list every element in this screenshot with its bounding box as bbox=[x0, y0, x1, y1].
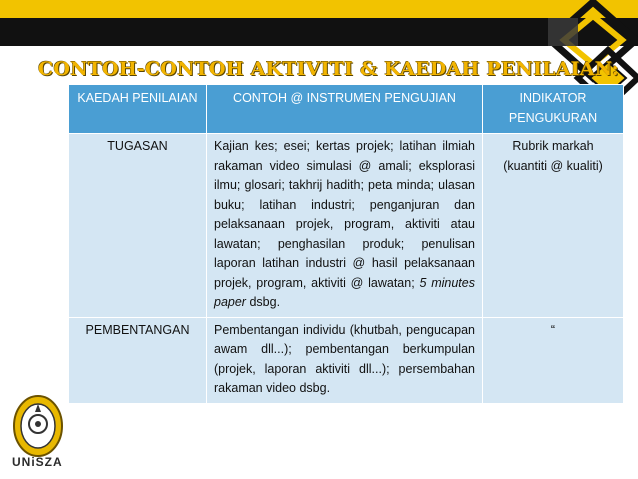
header-indikator: INDIKATOR PENGUKURAN bbox=[483, 85, 624, 134]
cell-kaedah: PEMBENTANGAN bbox=[69, 317, 207, 403]
page-title: CONTOH-CONTOH AKTIVITI & KAEDAH PENILAIAN: bbox=[38, 58, 619, 80]
assessment-table bbox=[68, 84, 624, 404]
cell-contoh bbox=[207, 134, 483, 318]
table-header-row bbox=[69, 85, 624, 134]
contoh-end-text: dsbg. bbox=[245, 295, 281, 309]
logo-wordmark: UNiSZA bbox=[12, 455, 63, 469]
contoh-italic-text: 5 minutes paper bbox=[214, 275, 475, 309]
cell-contoh: Pembentangan individu (khutbah, pengucapan awam dll...); pembentangan berkumpulan (projek, laporan aktiviti dll...); persembahan rakaman video dsbg. bbox=[207, 317, 483, 403]
top-black-band bbox=[0, 18, 638, 46]
cell-indikator: Rubrik markah (kuantiti @ kualiti) bbox=[483, 134, 624, 318]
top-yellow-band bbox=[0, 0, 638, 18]
cell-kaedah: TUGASAN bbox=[69, 134, 207, 318]
table-row bbox=[69, 317, 624, 403]
cell-indikator: “ bbox=[483, 317, 624, 403]
header-kaedah: KAEDAH PENILAIAN bbox=[69, 85, 207, 134]
table-row bbox=[69, 134, 624, 318]
header-contoh: CONTOH @ INSTRUMEN PENGUJIAN bbox=[207, 85, 483, 134]
contoh-text: Kajian kes; esei; kertas projek; latihan ilmiah rakaman video simulasi @ amali; eksplorasi ilmu; glosari; takhrij hadith; peta minda; ulasan buku; latihan industri; penganjuran dan pelaksanaan projek, program, aktiviti atau lawatan; penghasilan produk; penulisan laporan latihan industri @ hasil pelaksanaan projek, program, aktiviti @ lawatan; bbox=[214, 139, 475, 290]
